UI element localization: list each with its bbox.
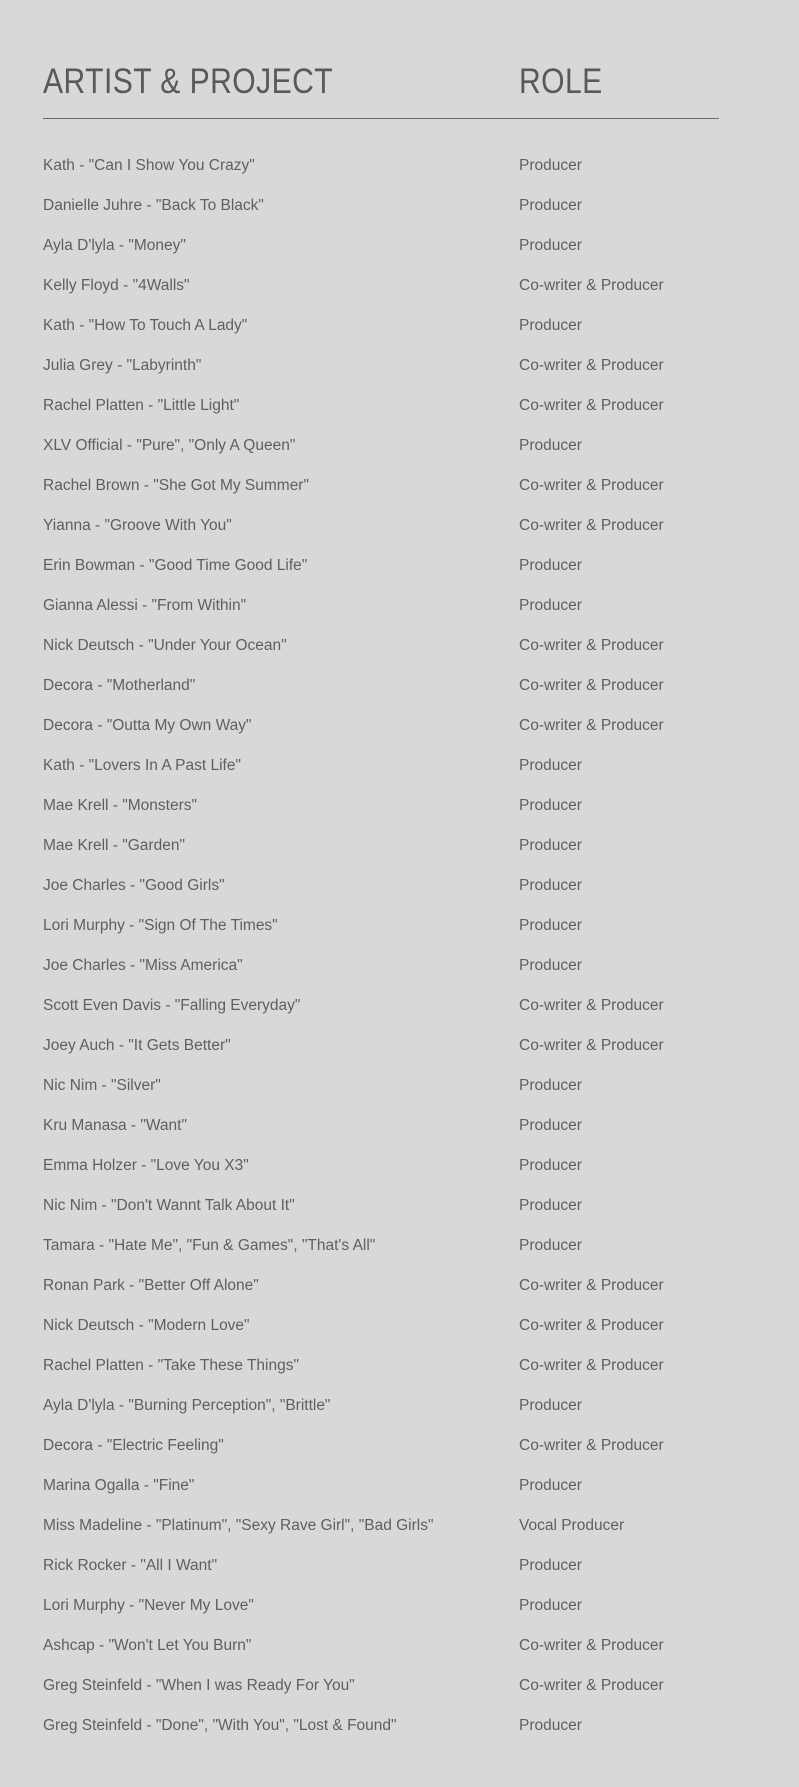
artist-project-text: Ashcap - "Won't Let You Burn" [43,1637,252,1654]
role-text: Co-writer & Producer [519,517,664,534]
role-text: Co-writer & Producer [519,717,664,734]
artist-project-text: Greg Steinfeld - "When I was Ready For You" [43,1677,355,1694]
role-text: Co-writer & Producer [519,1637,664,1654]
role-text: Producer [519,157,582,174]
artist-project-text: Joe Charles - "Good Girls" [43,877,225,894]
artist-project-text: Gianna Alessi - "From Within" [43,597,247,614]
role-text: Producer [519,957,582,974]
artist-project-text: Joey Auch - "It Gets Better" [43,1037,231,1054]
role-text: Producer [519,1237,582,1254]
role-text: Co-writer & Producer [519,357,664,374]
artist-project-text: Greg Steinfeld - "Done", "With You", "Lost & Found" [43,1717,397,1734]
role-text: Producer [519,557,582,574]
artist-project-text: Nic Nim - "Silver" [43,1077,161,1094]
artist-project-text: Rachel Brown - "She Got My Summer" [43,477,309,494]
artist-project-text: Emma Holzer - "Love You X3" [43,1157,249,1174]
artist-project-text: Nick Deutsch - "Under Your Ocean" [43,637,287,654]
role-text: Co-writer & Producer [519,477,664,494]
artist-project-text: Lori Murphy - "Never My Love" [43,1597,254,1614]
artist-project-text: Scott Even Davis - "Falling Everyday" [43,997,301,1014]
role-text: Producer [519,1557,582,1574]
artist-project-text: Miss Madeline - "Platinum", "Sexy Rave Girl", "Bad Girls" [43,1517,434,1534]
artist-project-text: Nic Nim - "Don't Wannt Talk About It" [43,1197,295,1214]
role-text: Producer [519,797,582,814]
role-text: Co-writer & Producer [519,1277,664,1294]
artist-project-text: Julia Grey - "Labyrinth" [43,357,202,374]
role-text: Producer [519,1477,582,1494]
role-text: Producer [519,237,582,254]
artist-project-text: Ayla D'lyla - "Burning Perception", "Brittle" [43,1397,331,1414]
role-text: Producer [519,1197,582,1214]
role-text: Producer [519,317,582,334]
artist-project-heading: ARTIST & PROJECT [43,62,334,101]
artist-project-text: Erin Bowman - "Good Time Good Life" [43,557,308,574]
artist-project-text: Decora - "Motherland" [43,677,196,694]
credit-row [43,1712,743,1752]
artist-project-text: Lori Murphy - "Sign Of The Times" [43,917,278,934]
artist-project-text: Kath - "Lovers In A Past Life" [43,757,241,774]
artist-project-text: Kru Manasa - "Want" [43,1117,187,1134]
credits-header [43,58,719,119]
artist-project-text: Tamara - "Hate Me", "Fun & Games", "That's All" [43,1237,376,1254]
role-text: Producer [519,1157,582,1174]
artist-project-text: Marina Ogalla - "Fine" [43,1477,195,1494]
role-text: Co-writer & Producer [519,1677,664,1694]
artist-project-text: Kath - "Can I Show You Crazy" [43,157,255,174]
role-text: Producer [519,837,582,854]
artist-project-text: XLV Official - "Pure", "Only A Queen" [43,437,296,454]
role-text: Producer [519,757,582,774]
role-text: Co-writer & Producer [519,277,664,294]
artist-project-text: Kelly Floyd - "4Walls" [43,277,190,294]
credits-list [43,152,743,1752]
artist-project-text: Rachel Platten - "Take These Things" [43,1357,299,1374]
artist-project-text: Mae Krell - "Garden" [43,837,185,854]
role-text: Co-writer & Producer [519,1037,664,1054]
artist-project-text: Danielle Juhre - "Back To Black" [43,197,264,214]
role-heading: ROLE [519,62,603,101]
role-text: Producer [519,1597,582,1614]
artist-project-text: Joe Charles - "Miss America" [43,957,243,974]
artist-project-text: Rick Rocker - "All I Want" [43,1557,218,1574]
role-text: Vocal Producer [519,1517,625,1534]
role-text: Co-writer & Producer [519,1357,664,1374]
artist-project-text: Mae Krell - "Monsters" [43,797,197,814]
role-text: Producer [519,917,582,934]
role-text: Co-writer & Producer [519,677,664,694]
artist-project-text: Rachel Platten - "Little Light" [43,397,240,414]
artist-project-text: Ronan Park - "Better Off Alone" [43,1277,259,1294]
artist-project-text: Yianna - "Groove With You" [43,517,232,534]
role-text: Producer [519,877,582,894]
role-text: Producer [519,597,582,614]
artist-project-text: Decora - "Outta My Own Way" [43,717,252,734]
role-text: Producer [519,1717,582,1734]
role-text: Co-writer & Producer [519,1317,664,1334]
role-text: Co-writer & Producer [519,637,664,654]
role-text: Co-writer & Producer [519,997,664,1014]
role-text: Producer [519,437,582,454]
role-text: Producer [519,1117,582,1134]
artist-project-text: Kath - "How To Touch A Lady" [43,317,248,334]
artist-project-text: Decora - "Electric Feeling" [43,1437,224,1454]
role-text: Co-writer & Producer [519,397,664,414]
artist-project-text: Ayla D'lyla - "Money" [43,237,186,254]
role-text: Producer [519,1397,582,1414]
role-text: Co-writer & Producer [519,1437,664,1454]
role-text: Producer [519,197,582,214]
role-text: Producer [519,1077,582,1094]
artist-project-text: Nick Deutsch - "Modern Love" [43,1317,250,1334]
